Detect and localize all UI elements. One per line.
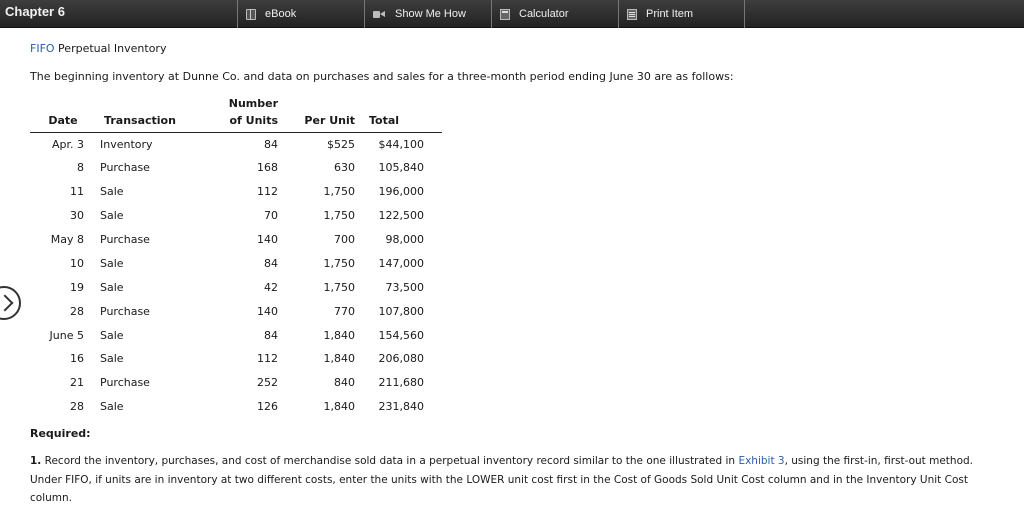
- cell-per-unit: 1,750: [323, 256, 355, 270]
- table-row: [30, 180, 442, 204]
- cell-transaction: Purchase: [100, 304, 150, 318]
- show-me-how-label: Show Me How: [395, 8, 466, 20]
- cell-per-unit: 1,840: [323, 400, 355, 414]
- cell-per-unit: 1,750: [323, 209, 355, 223]
- cell-total: 107,800: [378, 304, 424, 318]
- cell-total: 206,080: [378, 352, 424, 366]
- header-date: Date: [30, 110, 92, 132]
- cell-date: 19: [70, 280, 84, 294]
- header-per-unit: Per Unit: [280, 110, 357, 132]
- cell-per-unit: $525: [327, 137, 355, 151]
- header-total: Total: [357, 110, 442, 132]
- calculator-button[interactable]: [491, 0, 618, 28]
- intro-text: The beginning inventory at Dunne Co. and data on purchases and sales for a three-month period ending June 30 are as follows:: [30, 70, 734, 83]
- cell-transaction: Sale: [100, 209, 124, 223]
- next-arrow-button[interactable]: [0, 286, 21, 320]
- table-row: [30, 251, 442, 275]
- header-transaction: Transaction: [92, 110, 188, 132]
- header-units: of Units: [188, 110, 280, 132]
- cell-date: 10: [70, 256, 84, 270]
- problem-heading: [30, 42, 166, 55]
- calculator-icon: [500, 9, 510, 20]
- cell-per-unit: 700: [334, 233, 355, 246]
- instruction-number: 1.: [30, 455, 42, 467]
- cell-units: 84: [264, 328, 278, 342]
- cell-units: 84: [264, 256, 278, 270]
- cell-units: 140: [257, 233, 278, 246]
- required-label: Required:: [30, 427, 91, 440]
- table-row: [30, 323, 442, 347]
- table-row: [30, 204, 442, 228]
- print-icon: [627, 9, 637, 20]
- cell-per-unit: 1,750: [323, 185, 355, 199]
- instruction-part2: , using the first-in, first-out method. Under FIFO, if units are in inventory at two different costs, enter the units with the LOWER unit cost first in the Cost of Goods Sold Unit Cost column and in the Inventory Unit Cost column.: [30, 455, 973, 504]
- cell-date: 28: [70, 304, 84, 318]
- cell-transaction: Purchase: [100, 233, 150, 246]
- cell-date: 30: [70, 209, 84, 223]
- cell-date: 28: [70, 400, 84, 414]
- chapter-title: Chapter 6: [5, 4, 65, 19]
- exhibit-link[interactable]: Exhibit 3: [738, 455, 785, 467]
- cell-units: 112: [257, 185, 278, 199]
- cell-units: 70: [264, 209, 278, 223]
- cell-total: 122,500: [378, 209, 424, 223]
- ebook-icon: [246, 9, 256, 20]
- heading-rest: Perpetual Inventory: [54, 42, 167, 55]
- video-icon: [373, 9, 386, 20]
- header-number: Number: [228, 97, 278, 110]
- inventory-table: [30, 92, 442, 419]
- cell-per-unit: 840: [334, 376, 355, 390]
- cell-date: 11: [70, 185, 84, 199]
- top-toolbar: [0, 0, 1024, 28]
- cell-total: 73,500: [385, 280, 424, 294]
- cell-date: 8: [77, 161, 84, 175]
- cell-total: 231,840: [378, 400, 424, 414]
- instruction-text: [30, 452, 1000, 508]
- print-item-label: Print Item: [646, 8, 694, 20]
- cell-total: 154,560: [378, 328, 424, 342]
- cell-total: 211,680: [378, 376, 424, 390]
- print-item-button[interactable]: [618, 0, 745, 28]
- cell-units: 126: [257, 400, 278, 414]
- table-row: [30, 371, 442, 395]
- cell-transaction: Sale: [100, 256, 124, 270]
- cell-total: 196,000: [378, 185, 424, 199]
- cell-total: $44,100: [378, 137, 424, 151]
- cell-transaction: Sale: [100, 280, 124, 294]
- table-row: [30, 156, 442, 180]
- show-me-how-button[interactable]: [364, 0, 491, 28]
- instruction-part1: Record the inventory, purchases, and cost of merchandise sold data in a perpetual inventory record similar to the one illustrated in: [41, 455, 739, 467]
- cell-units: 112: [257, 352, 278, 366]
- ebook-button[interactable]: [237, 0, 364, 28]
- cell-transaction: Sale: [100, 328, 124, 342]
- table-row: [30, 347, 442, 371]
- cell-per-unit: 1,840: [323, 328, 355, 342]
- table-row: [30, 228, 442, 252]
- cell-units: 252: [257, 376, 278, 390]
- cell-per-unit: 1,840: [323, 352, 355, 366]
- cell-per-unit: 770: [334, 304, 355, 318]
- table-row: [30, 395, 442, 419]
- cell-date: June 5: [49, 328, 84, 342]
- cell-transaction: Purchase: [100, 161, 150, 175]
- cell-date: Apr. 3: [51, 137, 84, 151]
- cell-per-unit: 1,750: [323, 280, 355, 294]
- cell-date: 16: [70, 352, 84, 366]
- table-row: [30, 132, 442, 156]
- cell-transaction: Purchase: [100, 376, 150, 390]
- cell-transaction: Sale: [100, 352, 124, 366]
- cell-per-unit: 630: [334, 161, 355, 175]
- cell-units: 168: [257, 161, 278, 175]
- heading-fifo: FIFO: [30, 42, 55, 55]
- cell-total: 105,840: [378, 161, 424, 175]
- cell-date: May 8: [50, 233, 84, 246]
- cell-units: 84: [264, 137, 278, 151]
- table-row: [30, 275, 442, 299]
- cell-total: 98,000: [385, 233, 424, 246]
- cell-date: 21: [70, 376, 84, 390]
- calculator-label: Calculator: [519, 8, 569, 20]
- cell-transaction: Inventory: [100, 137, 153, 151]
- cell-units: 140: [257, 304, 278, 318]
- table-row: [30, 299, 442, 323]
- cell-total: 147,000: [378, 256, 424, 270]
- ebook-label: eBook: [265, 8, 297, 20]
- cell-transaction: Sale: [100, 185, 124, 199]
- cell-transaction: Sale: [100, 400, 124, 414]
- cell-units: 42: [264, 280, 278, 294]
